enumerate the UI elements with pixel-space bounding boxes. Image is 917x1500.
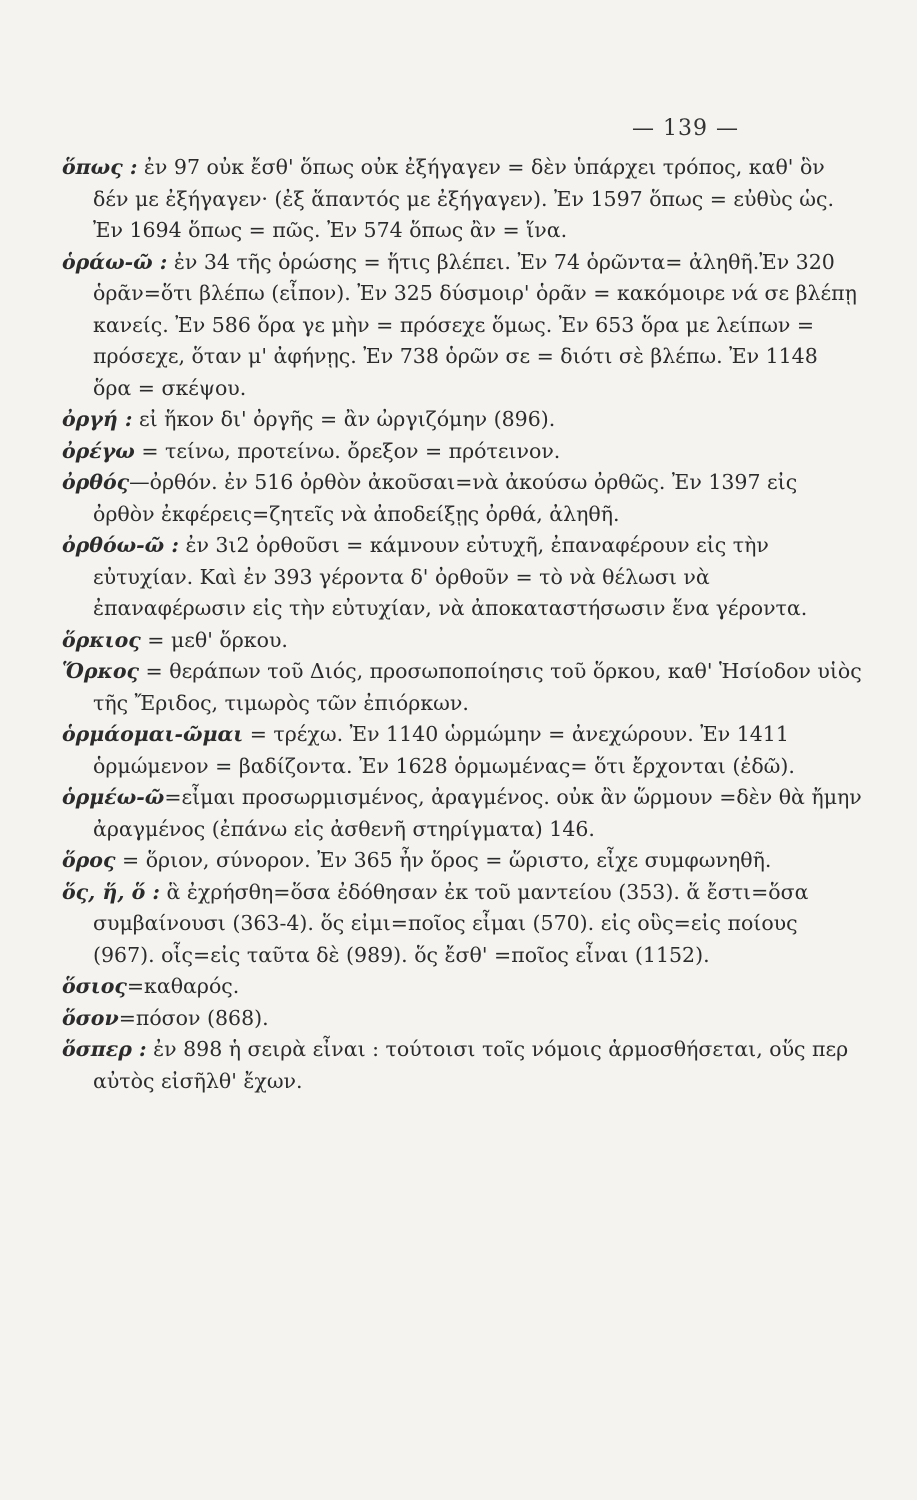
- headword: ὀρέγω: [62, 438, 135, 463]
- glossary-entry: [62, 404, 862, 436]
- headword: ὅρκιος: [62, 627, 141, 652]
- definition: ἐν 898 ἡ σειρὰ εἶναι : τούτοισι τοῖς νόμοις ἁρμοσθήσεται, οὕς περ αὐτὸς εἰσῆλθ' ἔχων.: [93, 1037, 849, 1093]
- definition: —ὀρθόν. ἐν 516 ὀρθὸν ἀκοῦσαι=νὰ ἀκούσω ὀρθῶς. Ἐν 1397 εἰς ὀρθὸν ἐκφέρεις=ζητεῖς νὰ ἀποδείξῃς ὀρθά, ἀληθῆ.: [93, 470, 798, 526]
- headword: ὅπως :: [62, 155, 138, 179]
- definition: =εἶμαι προσωρμισμένος, ἀραγμένος. οὐκ ἂν ὥρμουν =δὲν θὰ ἤμην ἀραγμένος (ἐπάνω εἰς ἀσθενῆ στηρίγματα) 146.: [93, 785, 862, 841]
- definition: =καθαρός.: [126, 974, 240, 998]
- headword: ὀρθόω-ῶ :: [62, 533, 179, 557]
- page-number: — 139 —: [632, 116, 739, 141]
- definition: = τρέχω. Ἐν 1140 ὡρμώμην = ἀνεχώρουν. Ἐν 1411 ὁρμώμενον = βαδίζοντα. Ἐν 1628 ὁρμωμένας= ὅτι ἔρχονται (ἐδῶ).: [93, 722, 795, 778]
- glossary-entry: [62, 719, 862, 782]
- headword: Ὅρκος: [62, 659, 140, 683]
- glossary-entry: [62, 1003, 862, 1035]
- definition: = ὅριον, σύνορον. Ἐν 365 ἦν ὅρος = ὥριστο, εἶχε συμφωνηθῆ.: [122, 848, 772, 872]
- headword: ὅσπερ :: [62, 1037, 147, 1061]
- glossary-entry: [62, 625, 862, 657]
- headword: ὀρθός: [62, 470, 130, 494]
- glossary-entry: [62, 845, 862, 877]
- definition: εἰ ἥκον δι' ὀργῆς = ἂν ὠργιζόμην (896).: [138, 407, 556, 431]
- glossary-text: [62, 152, 862, 1097]
- headword: ὁράω-ῶ :: [62, 249, 168, 274]
- glossary-entry: [62, 782, 862, 845]
- definition: ἐν 34 τῆς ὁρώσης = ἥτις βλέπει. Ἐν 74 ὁρῶντα= ἀληθῆ.Ἐν 320 ὁρᾶν=ὅτι βλέπω (εἶπον). Ἐν 325 δύσμοιρ' ὁρᾶν = κακόμοιρε νά σε βλέπῃ κανείς. Ἐν 586 ὅρα γε μὴν = πρόσεχε ὅμως. Ἐν 653 ὅρα με λείπων = πρόσεχε, ὅταν μ' ἀφήνῃς. Ἐν 738 ὁρῶν σε = διότι σὲ βλέπω. Ἐν 1148 ὅρα = σκέψου.: [93, 249, 857, 400]
- glossary-entry: [62, 467, 862, 530]
- glossary-entry: [62, 656, 862, 719]
- definition: =πόσον (868).: [118, 1005, 269, 1030]
- definition: = θεράπων τοῦ Διός, προσωποποίησις τοῦ ὅρκου, καθ' Ἡσίοδον υἱὸς τῆς Ἔριδος, τιμωρὸς τῶν ἐπιόρκων.: [93, 659, 862, 715]
- headword: ὅρος: [62, 848, 116, 872]
- headword: ὁρμάομαι-ῶμαι: [62, 722, 244, 746]
- definition: = τείνω, προτείνω. ὄρεξον = πρότεινον.: [141, 438, 561, 463]
- definition: ἃ ἐχρήσθη=ὅσα ἐδόθησαν ἐκ τοῦ μαντείου (353). ἅ ἔστι=ὅσα συμβαίνουσι (363-4). ὅς εἰμι=ποῖος εἶμαι (570). εἰς οὓς=εἰς ποίους (967). οἷς=εἰς ταῦτα δὲ (989). ὅς ἔσθ' =ποῖος εἶναι (1152).: [93, 879, 809, 967]
- headword: ὅσον: [62, 1005, 119, 1030]
- glossary-entry: [62, 971, 862, 1003]
- headword: ὅσιος: [62, 974, 127, 998]
- glossary-entry: [62, 877, 862, 972]
- headword: ὁρμέω-ῶ: [62, 785, 165, 809]
- definition: = μεθ' ὅρκου.: [147, 627, 288, 652]
- definition: ἐν 3ι2 ὀρθοῦσι = κάμνουν εὐτυχῆ, ἐπαναφέρουν εἰς τὴν εὐτυχίαν. Καὶ ἐν 393 γέροντα δ' ὀρθοῦν = τὸ νὰ θέλωσι νὰ ἐπαναφέρωσιν εἰς τὴν εὐτυχίαν, νὰ ἀποκαταστήσωσιν ἕνα γέροντα.: [93, 533, 808, 620]
- glossary-entry: [62, 436, 862, 468]
- glossary-entry: [62, 1034, 862, 1097]
- glossary-entry: [62, 247, 862, 405]
- glossary-entry: [62, 152, 862, 247]
- headword: ὀργή :: [62, 407, 133, 431]
- definition: ἐν 97 οὐκ ἔσθ' ὅπως οὐκ ἐξήγαγεν = δὲν ὑπάρχει τρόπος, καθ' ὃν δέν με ἐξήγαγεν· (ἐξ ἅπαντός με ἐξήγαγεν). Ἐν 1597 ὅπως = εὐθὺς ὡς. Ἐν 1694 ὅπως = πῶς. Ἐν 574 ὅπως ἂν = ἵνα.: [93, 155, 835, 242]
- headword: ὅς, ἥ, ὅ :: [62, 879, 160, 904]
- glossary-entry: [62, 530, 862, 625]
